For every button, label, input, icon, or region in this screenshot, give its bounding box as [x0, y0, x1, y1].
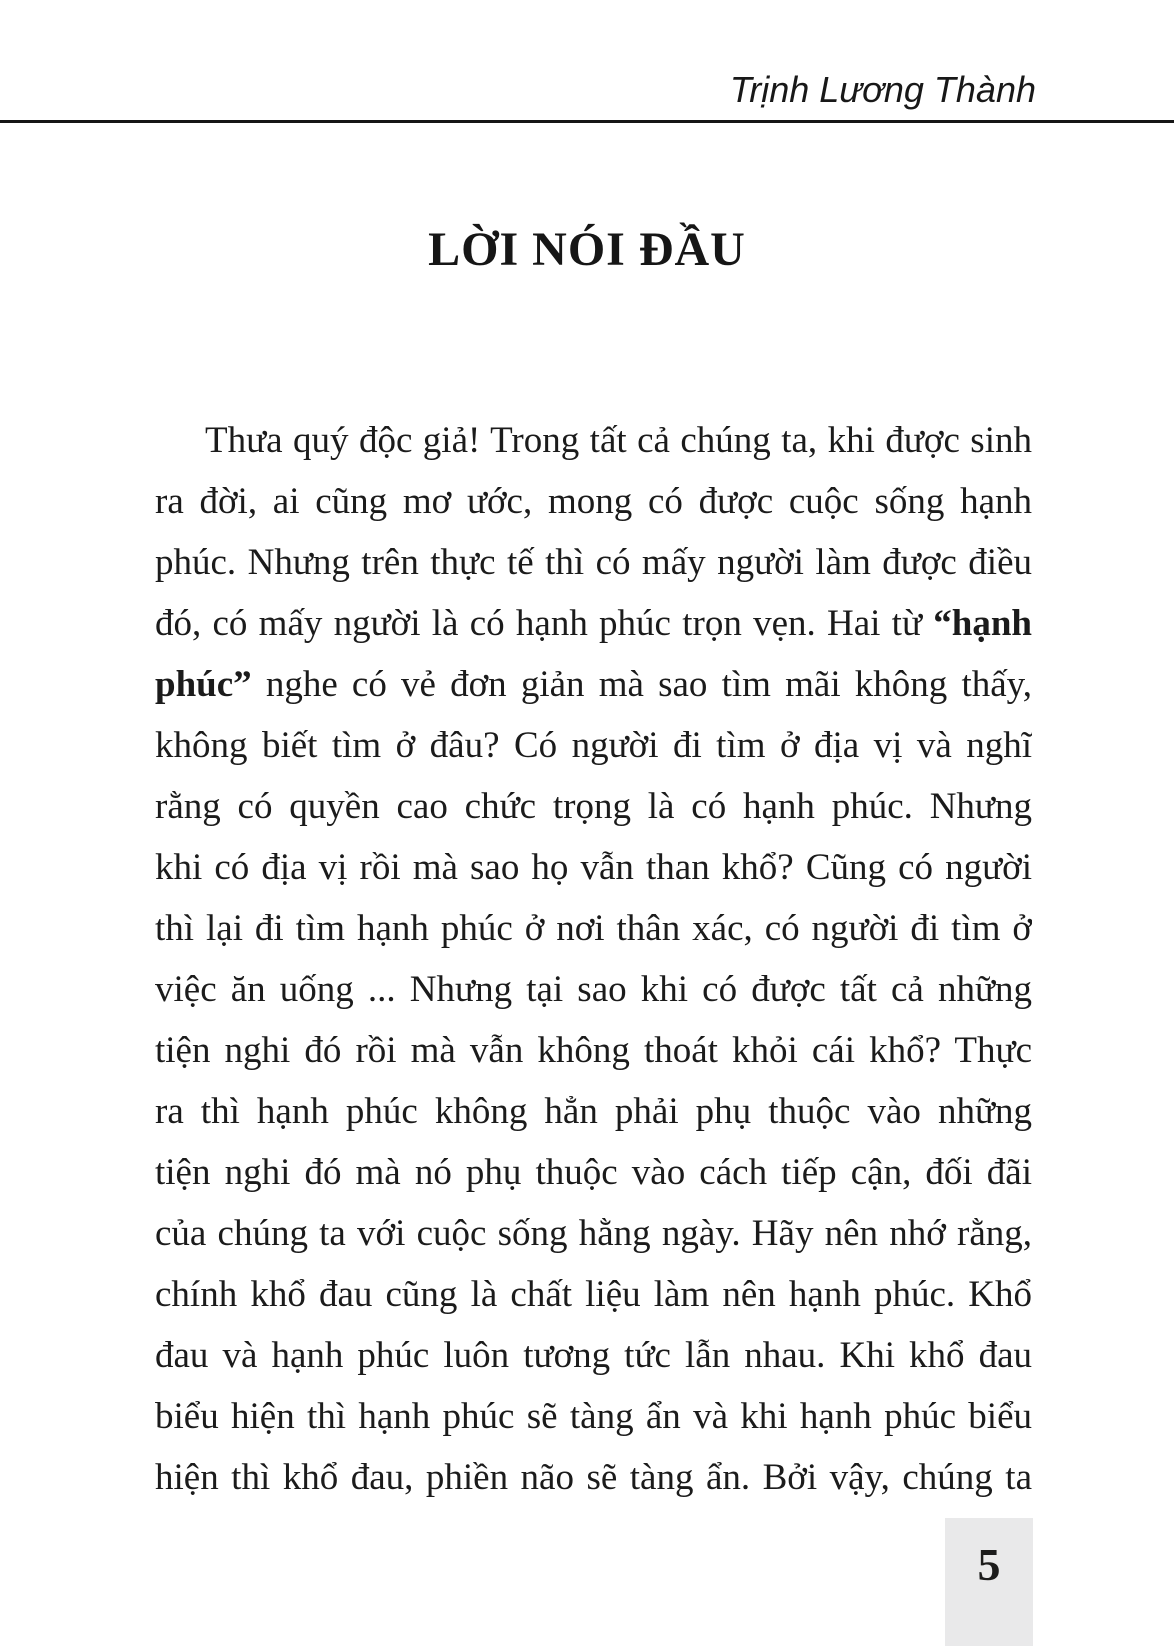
body-line [155, 1447, 1032, 1508]
body-line [155, 837, 1032, 898]
body-line [155, 1081, 1032, 1142]
body-segment: chính khổ đau cũng là chất liệu làm nên hạnh phúc. Khổ [155, 1274, 1032, 1315]
body-segment: tiện nghi đó rồi mà vẫn không thoát khỏi cái khổ? Thực [155, 1030, 1032, 1071]
header-rule [0, 120, 1174, 123]
body-segment: ra đời, ai cũng mơ ước, mong có được cuộc sống hạnh [155, 481, 1032, 522]
body-text [155, 410, 1032, 1508]
body-segment: phúc. Nhưng trên thực tế thì có mấy người làm được điều [155, 542, 1032, 583]
body-segment: khi có địa vị rồi mà sao họ vẫn than khổ? Cũng có người [155, 847, 1032, 888]
body-line [155, 898, 1032, 959]
body-line [155, 959, 1032, 1020]
body-line [155, 654, 1032, 715]
body-segment: ra thì hạnh phúc không hẳn phải phụ thuộc vào những [155, 1091, 1032, 1132]
body-segment: đó, có mấy người là có hạnh phúc trọn vẹn. Hai từ [155, 603, 934, 644]
body-line [155, 1264, 1032, 1325]
body-line [155, 532, 1032, 593]
body-segment: nghe có vẻ đơn giản mà sao tìm mãi không thấy, [251, 664, 1032, 705]
body-segment: của chúng ta với cuộc sống hằng ngày. Hãy nên nhớ rằng, [155, 1213, 1032, 1254]
body-line [155, 471, 1032, 532]
page-number-tab [945, 1518, 1033, 1646]
page-number: 5 [977, 1539, 1001, 1590]
body-line [155, 593, 1032, 654]
running-head-author: Trịnh Lương Thành [729, 69, 1036, 110]
body-line [155, 1203, 1032, 1264]
body-segment: tiện nghi đó mà nó phụ thuộc vào cách tiếp cận, đối đãi [155, 1152, 1032, 1193]
body-line [155, 1142, 1032, 1203]
body-line [155, 1386, 1032, 1447]
body-segment-bold: phúc” [155, 664, 252, 705]
body-segment: rằng có quyền cao chức trọng là có hạnh phúc. Nhưng [155, 786, 1032, 827]
body-segment: không biết tìm ở đâu? Có người đi tìm ở địa vị và nghĩ [155, 725, 1032, 766]
body-segment-bold: “hạnh [933, 603, 1032, 644]
body-segment: biểu hiện thì hạnh phúc sẽ tàng ẩn và khi hạnh phúc biểu [155, 1396, 1032, 1437]
body-line [155, 410, 1032, 471]
body-line [155, 776, 1032, 837]
body-segment: hiện thì khổ đau, phiền não sẽ tàng ẩn. Bởi vậy, chúng ta [155, 1457, 1032, 1498]
chapter-title: LỜI NÓI ĐẦU [428, 223, 746, 276]
body-line [155, 1020, 1032, 1081]
body-segment: thì lại đi tìm hạnh phúc ở nơi thân xác, có người đi tìm ở [155, 908, 1032, 949]
body-segment: việc ăn uống ... Nhưng tại sao khi có được tất cả những [155, 969, 1032, 1010]
body-line [155, 1325, 1032, 1386]
body-segment: Thưa quý độc giả! Trong tất cả chúng ta, khi được sinh [205, 420, 1032, 461]
body-segment: đau và hạnh phúc luôn tương tức lẫn nhau. Khi khổ đau [155, 1335, 1032, 1376]
body-line [155, 715, 1032, 776]
